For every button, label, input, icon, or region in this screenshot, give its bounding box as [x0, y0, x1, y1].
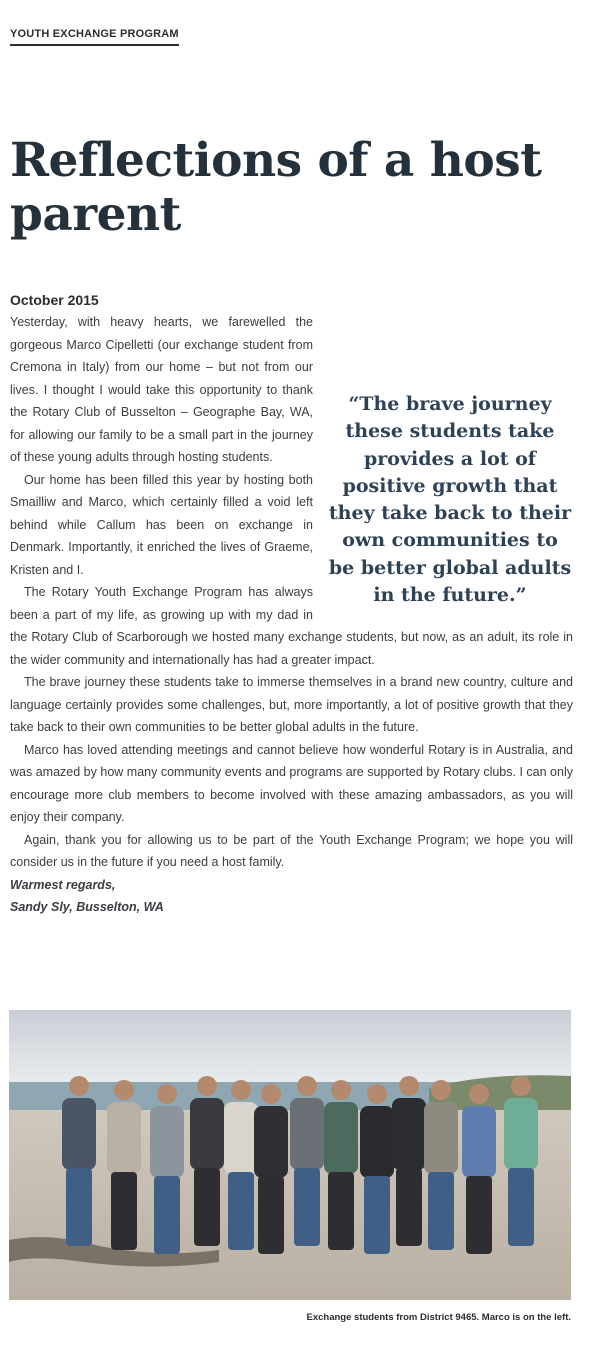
- section-label: YOUTH EXCHANGE PROGRAM: [10, 28, 179, 46]
- dateline: October 2015: [10, 292, 99, 308]
- student-body: [324, 1102, 358, 1174]
- student-legs: [194, 1168, 220, 1246]
- article-paragraph: Yesterday, with heavy hearts, we farewelled the gorgeous Marco Cipelletti (our exchange student from Cremona in Italy) from our home – but not from our lives. I thought I would take this opportunity to thank the Rotary Club of Busselton – Geographe Bay, WA, for allowing our family to be a small part in the journey of these young adults through hosting students.: [10, 315, 313, 464]
- student-body: [360, 1106, 394, 1178]
- student-body: [150, 1106, 184, 1178]
- student-head: [297, 1076, 317, 1096]
- photo-caption: Exchange students from District 9465. Marco is on the left.: [306, 1312, 571, 1323]
- article-paragraph: Again, thank you for allowing us to be part of the Youth Exchange Program; we hope you will consider us in the future if you need a host family.: [10, 832, 573, 869]
- student-legs: [428, 1172, 454, 1250]
- student-body: [392, 1098, 426, 1170]
- student-head: [431, 1080, 451, 1100]
- student-head: [69, 1076, 89, 1096]
- student-legs: [258, 1176, 284, 1254]
- student-body: [190, 1098, 224, 1170]
- student-legs: [466, 1176, 492, 1254]
- student-legs: [364, 1176, 390, 1254]
- signoff-greeting: Warmest regards,: [10, 877, 116, 892]
- article-paragraph: The brave journey these students take to immerse themselves in a brand new country, culture and language certainly provides some challenges, but, more importantly, a lot of positive growth that they take back to their own communities to be better global adults in the future.: [10, 675, 573, 734]
- student-head: [331, 1080, 351, 1100]
- student-body: [224, 1102, 258, 1174]
- student-legs: [66, 1168, 92, 1246]
- student-body: [504, 1098, 538, 1170]
- student-body: [424, 1102, 458, 1174]
- student-head: [469, 1084, 489, 1104]
- student-legs: [111, 1172, 137, 1250]
- student-body: [254, 1106, 288, 1178]
- student-head: [157, 1084, 177, 1104]
- student-legs: [154, 1176, 180, 1254]
- student-head: [367, 1084, 387, 1104]
- student-head: [231, 1080, 251, 1100]
- article-paragraph: Marco has loved attending meetings and cannot believe how wonderful Rotary is in Australia, and was amazed by how many community events and programs are supported by Rotary clubs. I can only encourage more club members to become involved with these amazing ambassadors, as you will enjoy their company.: [10, 742, 573, 824]
- student-body: [462, 1106, 496, 1178]
- student-head: [511, 1076, 531, 1096]
- headline: Reflections of a host parent: [10, 133, 542, 242]
- signoff-author: Sandy Sly, Busselton, WA: [10, 900, 164, 914]
- student-body: [62, 1098, 96, 1170]
- article-body: [10, 311, 573, 919]
- student-legs: [328, 1172, 354, 1250]
- student-legs: [508, 1168, 534, 1246]
- student-head: [261, 1084, 281, 1104]
- student-legs: [228, 1172, 254, 1250]
- student-head: [114, 1080, 134, 1100]
- student-head: [197, 1076, 217, 1096]
- article-paragraph: The Rotary Youth Exchange Program has always been a part of my life, as growing up with my dad in the Rotary Club of Scarborough we hosted many exchange students, but now, as an adult, its role in the wider community and internationally has had a greater impact.: [10, 585, 573, 667]
- student-body: [107, 1102, 141, 1174]
- student-head: [399, 1076, 419, 1096]
- article-paragraph: Our home has been filled this year by hosting both Smailliw and Marco, which certainly filled a void left behind while Callum has been on exchange in Denmark. Importantly, it enriched the lives of Graeme, Kristen and I.: [10, 472, 313, 577]
- group-photo: [9, 1010, 571, 1300]
- student-legs: [294, 1168, 320, 1246]
- student-body: [290, 1098, 324, 1170]
- pull-quote: “The brave journey these students take provides a lot of positive growth that they take back to their own communities to be better global adults in the future.”: [328, 393, 572, 607]
- group-photo-illustration: [9, 1010, 571, 1300]
- student-legs: [396, 1168, 422, 1246]
